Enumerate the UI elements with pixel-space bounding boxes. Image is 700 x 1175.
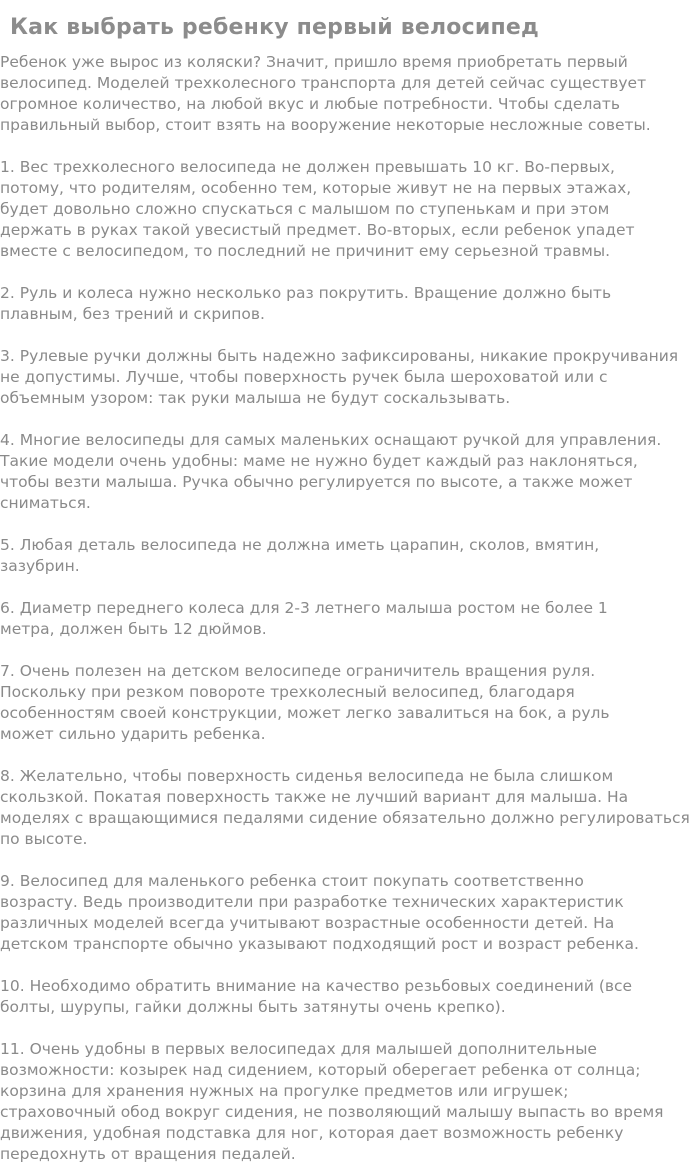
text-line: особенностям своей конструкции, может легко завалиться на бок, а руль — [0, 704, 610, 722]
text-line: 1. Вес трехколесного велосипеда не должен превышать 10 кг. Во-первых, — [0, 158, 615, 176]
text-line: велосипед. Моделей трехколесного транспорта для детей сейчас существует — [0, 74, 647, 92]
text-line: Такие модели очень удобны: маме не нужно будет каждый раз наклоняться, — [0, 452, 638, 470]
text-line: скользкой. Покатая поверхность также не лучший вариант для малыша. На — [0, 788, 629, 806]
text-line: 8. Желательно, чтобы поверхность сиденья велосипеда не была слишком — [0, 767, 614, 785]
tip-paragraph — [0, 430, 700, 514]
text-line: 11. Очень удобны в первых велосипедах для малышей дополнительные — [0, 1040, 597, 1058]
tip-paragraph — [0, 871, 700, 955]
text-line: моделях с вращающимися педалями сидение обязательно должно регулироваться — [0, 809, 690, 827]
text-line: передохнуть от вращения педалей. — [0, 1145, 296, 1163]
text-line: 7. Очень полезен на детском велосипеде ограничитель вращения руля. — [0, 662, 596, 680]
text-line: будет довольно сложно спускаться с малышом по ступенькам и при этом — [0, 200, 610, 218]
text-line: движения, удобная подставка для ног, которая дает возможность ребенку — [0, 1124, 624, 1142]
text-line: 9. Велосипед для маленького ребенка стоит покупать соответственно — [0, 872, 584, 890]
text-line: вместе с велосипедом, то последний не причинит ему серьезной травмы. — [0, 242, 611, 260]
tip-paragraph — [0, 661, 700, 745]
text-line: правильный выбор, стоит взять на вооружение некоторые несложные советы. — [0, 116, 651, 134]
text-line: Ребенок уже вырос из коляски? Значит, пришло время приобретать первый — [0, 53, 628, 71]
text-line: объемным узором: так руки малыша не будут соскальзывать. — [0, 389, 511, 407]
tip-paragraph — [0, 283, 700, 325]
text-line: 10. Необходимо обратить внимание на качество резьбовых соединений (все — [0, 977, 633, 995]
text-line: зазубрин. — [0, 557, 80, 575]
text-line: сниматься. — [0, 494, 91, 512]
text-line: различных моделей всегда учитывают возрастные особенности детей. На — [0, 914, 615, 932]
tip-paragraph — [0, 598, 700, 640]
text-line: потому, что родителям, особенно тем, которые живут не на первых этажах, — [0, 179, 632, 197]
text-line: может сильно ударить ребенка. — [0, 725, 266, 743]
text-line: 4. Многие велосипеды для самых маленьких оснащают ручкой для управления. — [0, 431, 662, 449]
text-line: огромное количество, на любой вкус и любые потребности. Чтобы сделать — [0, 95, 621, 113]
text-line: держать в руках такой увесистый предмет. Во-вторых, если ребенок упадет — [0, 221, 635, 239]
intro-paragraph — [0, 52, 700, 136]
tip-paragraph — [0, 766, 700, 850]
text-line: 3. Рулевые ручки должны быть надежно зафиксированы, никакие прокручивания — [0, 347, 679, 365]
text-line: метра, должен быть 12 дюймов. — [0, 620, 267, 638]
tip-paragraph — [0, 535, 700, 577]
article-title: Как выбрать ребенку первый велосипед — [10, 15, 539, 40]
text-line: 6. Диаметр переднего колеса для 2-3 летнего малыша ростом не более 1 — [0, 599, 608, 617]
text-line: детском транспорте обычно указывают подходящий рост и возраст ребенка. — [0, 935, 639, 953]
tip-paragraph — [0, 346, 700, 409]
text-line: не допустимы. Лучше, чтобы поверхность ручек была шероховатой или с — [0, 368, 608, 386]
text-line: 2. Руль и колеса нужно несколько раз покрутить. Вращение должно быть — [0, 284, 612, 302]
text-line: Поскольку при резком повороте трехколесный велосипед, благодаря — [0, 683, 575, 701]
text-line: 5. Любая деталь велосипеда не должна иметь царапин, сколов, вмятин, — [0, 536, 600, 554]
tip-paragraph — [0, 976, 700, 1018]
text-line: корзина для хранения нужных на прогулке предметов или игрушек; — [0, 1082, 569, 1100]
text-line: страховочный обод вокруг сидения, не позволяющий малышу выпасть во время — [0, 1103, 664, 1121]
text-line: болты, шурупы, гайки должны быть затянуты очень крепко). — [0, 998, 506, 1016]
text-line: возможности: козырек над сидением, который оберегает ребенка от солнца; — [0, 1061, 641, 1079]
text-line: плавным, без трений и скрипов. — [0, 305, 265, 323]
text-line: чтобы везти малыша. Ручка обычно регулируется по высоте, а также может — [0, 473, 633, 491]
text-line: по высоте. — [0, 830, 88, 848]
tip-paragraph — [0, 157, 700, 262]
article-body — [0, 52, 700, 1165]
text-line: возрасту. Ведь производители при разработке технических характеристик — [0, 893, 624, 911]
tip-paragraph — [0, 1039, 700, 1165]
